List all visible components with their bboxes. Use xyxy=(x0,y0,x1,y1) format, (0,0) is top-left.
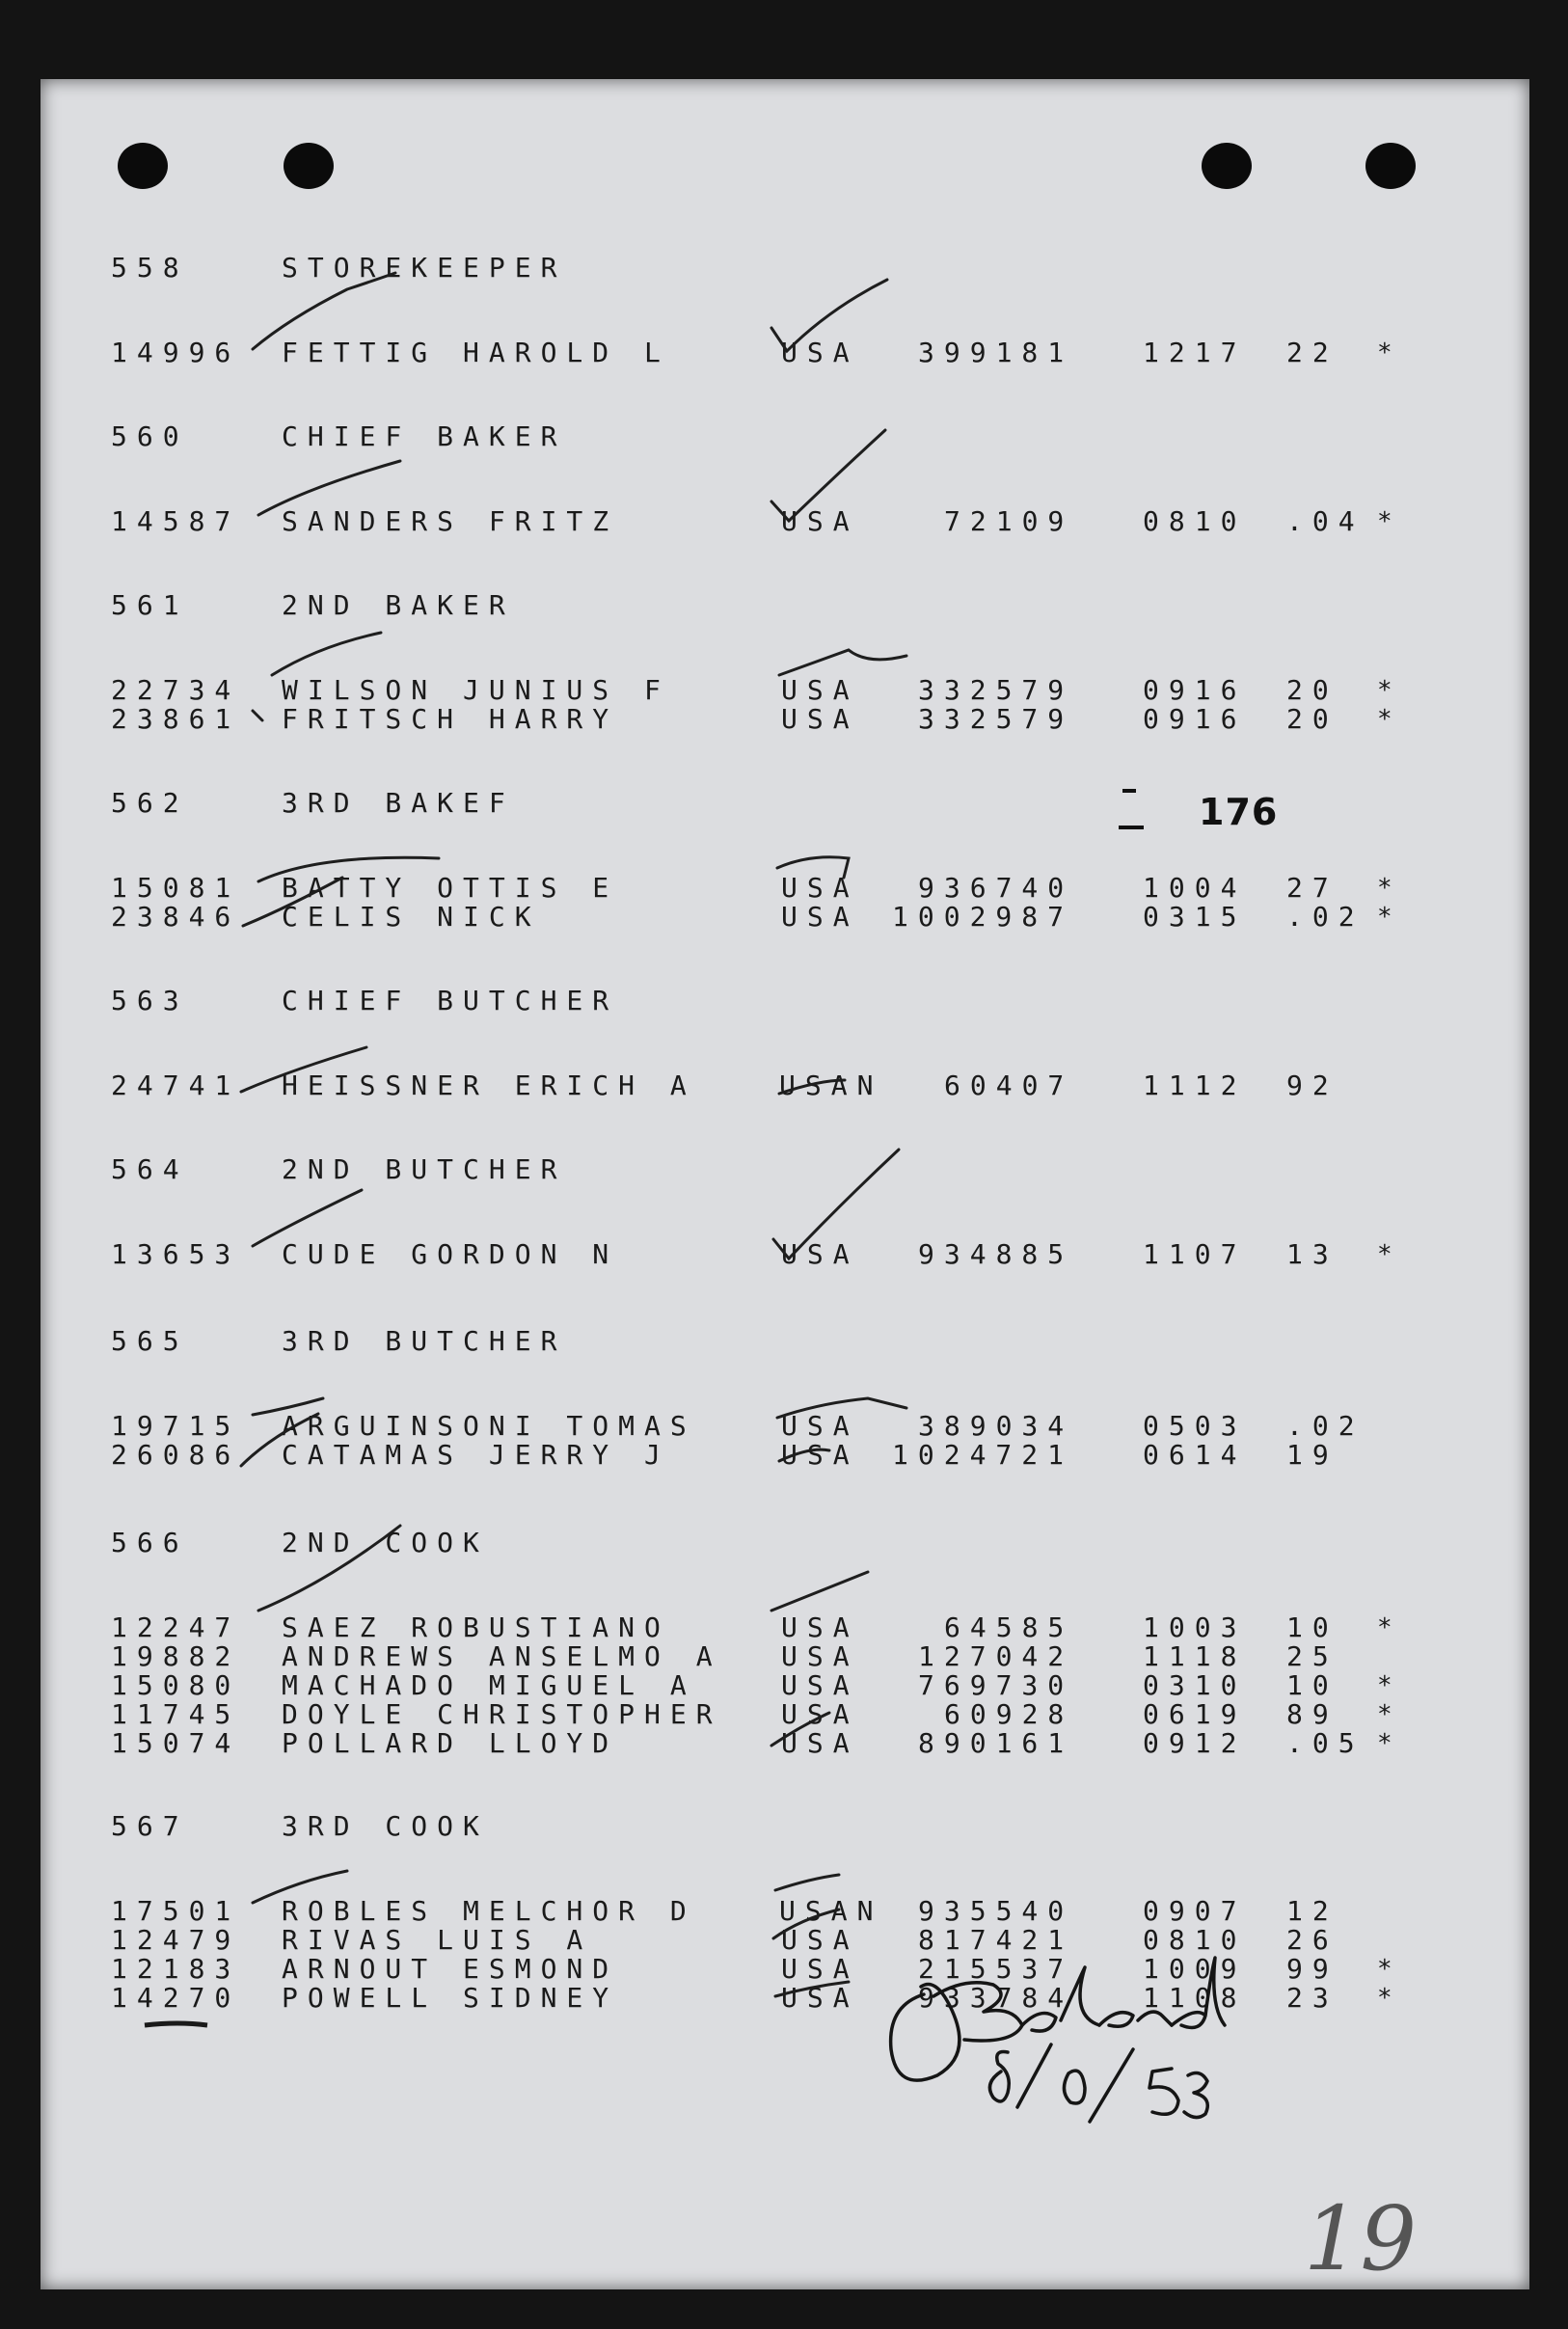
row-country: USAN xyxy=(779,1070,883,1101)
row-val: 19 xyxy=(1286,1439,1338,1471)
stamp-number: 176 xyxy=(1199,791,1279,833)
row-val: 12 xyxy=(1286,1895,1338,1927)
row-date: 1108 xyxy=(1143,1982,1247,2014)
check-mark xyxy=(773,1909,839,1938)
row-name: POWELL SIDNEY xyxy=(282,1982,619,2014)
row-val: 10 xyxy=(1286,1669,1338,1701)
check-mark xyxy=(258,857,439,881)
row-id: 15080 xyxy=(111,1669,241,1701)
row-name: POLLARD LLOYD xyxy=(282,1727,619,1759)
row-val: .02 xyxy=(1286,1410,1365,1442)
row-country: USA xyxy=(781,1924,859,1956)
row-name: FRITSCH HARRY xyxy=(282,703,619,735)
row-id: 14996 xyxy=(111,337,241,368)
check-mark xyxy=(253,1398,323,1415)
row-date: 1107 xyxy=(1143,1238,1247,1270)
row-star: * xyxy=(1377,1671,1402,1700)
page-number: 19 xyxy=(1304,2187,1418,2290)
row-id: 24741 xyxy=(111,1070,241,1101)
row-val: 20 xyxy=(1286,703,1338,735)
section-code: 563 xyxy=(111,985,189,1016)
row-country: USA xyxy=(781,1698,859,1730)
row-star: * xyxy=(1377,507,1402,536)
section-code: 558 xyxy=(111,252,189,284)
row-num: 936740 xyxy=(918,872,1074,904)
row-name: RIVAS LUIS A xyxy=(282,1924,593,1956)
row-id: 12183 xyxy=(111,1953,241,1985)
row-val: .04 xyxy=(1286,505,1365,537)
check-mark xyxy=(777,857,849,878)
row-date: 0810 xyxy=(1143,505,1247,537)
row-num: 332579 xyxy=(918,674,1074,706)
row-id: 12479 xyxy=(111,1924,241,1956)
row-id: 23861 xyxy=(111,703,241,735)
row-country: USA xyxy=(781,505,859,537)
check-mark xyxy=(253,1871,347,1903)
row-num: 64585 xyxy=(944,1611,1074,1643)
row-name: BATTY OTTIS E xyxy=(282,872,619,904)
row-num: 215537 xyxy=(918,1953,1074,1985)
check-mark xyxy=(272,633,381,675)
row-country: USA xyxy=(781,901,859,933)
section-code: 567 xyxy=(111,1810,189,1842)
section-title: 2ND BAKER xyxy=(282,589,515,621)
row-star: * xyxy=(1377,1984,1402,2013)
row-id: 17501 xyxy=(111,1895,241,1927)
row-name: HEISSNER ERICH A xyxy=(282,1070,696,1101)
check-mark xyxy=(253,273,395,349)
check-mark xyxy=(771,430,885,521)
row-star: * xyxy=(1377,1955,1402,1984)
check-mark xyxy=(777,1398,906,1418)
row-date: 0315 xyxy=(1143,901,1247,933)
row-date: 1217 xyxy=(1143,337,1247,368)
row-date: 0907 xyxy=(1143,1895,1247,1927)
section-code: 562 xyxy=(111,787,189,819)
row-name: WILSON JUNIUS F xyxy=(282,674,670,706)
row-id: 19882 xyxy=(111,1640,241,1672)
row-country: USA xyxy=(781,1238,859,1270)
check-mark xyxy=(779,1449,829,1461)
row-star: * xyxy=(1377,1729,1402,1758)
row-num: 769730 xyxy=(918,1669,1074,1701)
row-name: CUDE GORDON N xyxy=(282,1238,619,1270)
check-mark xyxy=(241,1414,318,1466)
section-code: 561 xyxy=(111,589,189,621)
row-val: 23 xyxy=(1286,1982,1338,2014)
row-country: USA xyxy=(781,1953,859,1985)
row-num: 1024721 xyxy=(892,1439,1074,1471)
row-name: FETTIG HAROLD L xyxy=(282,337,670,368)
row-num: 1002987 xyxy=(892,901,1074,933)
row-id: 14270 xyxy=(111,1982,241,2014)
row-date: 0619 xyxy=(1143,1698,1247,1730)
check-mark xyxy=(243,878,342,926)
section-title: CHIEF BAKER xyxy=(282,420,567,452)
check-mark xyxy=(258,1526,400,1611)
check-mark xyxy=(775,1875,839,1890)
section-title: 3RD BUTCHER xyxy=(282,1325,567,1357)
row-country: USA xyxy=(781,1410,859,1442)
section-title: 2ND COOK xyxy=(282,1527,489,1558)
row-val: 92 xyxy=(1286,1070,1338,1101)
row-num: 332579 xyxy=(918,703,1074,735)
section-title: 3RD BAKEF xyxy=(282,787,515,819)
row-date: 0916 xyxy=(1143,703,1247,735)
check-mark xyxy=(779,650,906,675)
row-name: SAEZ ROBUSTIANO xyxy=(282,1611,670,1643)
row-country: USA xyxy=(781,1982,859,2014)
signature xyxy=(891,1958,1225,2122)
check-mark xyxy=(771,1572,868,1611)
row-star: * xyxy=(1377,676,1402,705)
row-country: USA xyxy=(781,1640,859,1672)
row-date: 0310 xyxy=(1143,1669,1247,1701)
row-val: 99 xyxy=(1286,1953,1338,1985)
row-num: 127042 xyxy=(918,1640,1074,1672)
row-num: 399181 xyxy=(918,337,1074,368)
row-name: SANDERS FRITZ xyxy=(282,505,619,537)
row-date: 0503 xyxy=(1143,1410,1247,1442)
row-date: 1118 xyxy=(1143,1640,1247,1672)
row-country: USA xyxy=(781,674,859,706)
row-id: 14587 xyxy=(111,505,241,537)
row-id: 15074 xyxy=(111,1727,241,1759)
row-num: 72109 xyxy=(944,505,1074,537)
row-name: ARGUINSONI TOMAS xyxy=(282,1410,696,1442)
row-id: 26086 xyxy=(111,1439,241,1471)
row-star: * xyxy=(1377,1240,1402,1269)
row-country: USA xyxy=(781,1439,859,1471)
row-num: 60407 xyxy=(944,1070,1074,1101)
row-id: 11745 xyxy=(111,1698,241,1730)
row-star: * xyxy=(1377,1700,1402,1729)
row-id: 23846 xyxy=(111,901,241,933)
row-name: ROBLES MELCHOR D xyxy=(282,1895,696,1927)
check-mark xyxy=(771,1713,829,1746)
row-star: * xyxy=(1377,705,1402,734)
row-id: 22734 xyxy=(111,674,241,706)
row-num: 890161 xyxy=(918,1727,1074,1759)
row-country: USA xyxy=(781,1669,859,1701)
section-code: 560 xyxy=(111,420,189,452)
row-country: USAN xyxy=(779,1895,883,1927)
row-num: 933784 xyxy=(918,1982,1074,2014)
row-name: CATAMAS JERRY J xyxy=(282,1439,670,1471)
row-name: CELIS NICK xyxy=(282,901,541,933)
row-name: MACHADO MIGUEL A xyxy=(282,1669,696,1701)
row-val: 10 xyxy=(1286,1611,1338,1643)
row-id: 13653 xyxy=(111,1238,241,1270)
row-name: DOYLE CHRISTOPHER xyxy=(282,1698,722,1730)
row-country: USA xyxy=(781,872,859,904)
row-num: 934885 xyxy=(918,1238,1074,1270)
row-name: ANDREWS ANSELMO A xyxy=(282,1640,722,1672)
check-mark xyxy=(771,280,887,351)
row-num: 60928 xyxy=(944,1698,1074,1730)
row-val: 25 xyxy=(1286,1640,1338,1672)
row-val: 26 xyxy=(1286,1924,1338,1956)
ink-smudge xyxy=(145,2023,207,2025)
row-val: 20 xyxy=(1286,674,1338,706)
row-country: USA xyxy=(781,703,859,735)
row-country: USA xyxy=(781,1611,859,1643)
row-num: 935540 xyxy=(918,1895,1074,1927)
section-title: 3RD COOK xyxy=(282,1810,489,1842)
row-date: 1009 xyxy=(1143,1953,1247,1985)
row-val: 13 xyxy=(1286,1238,1338,1270)
row-star: * xyxy=(1377,874,1402,903)
row-country: USA xyxy=(781,337,859,368)
section-title: CHIEF BUTCHER xyxy=(282,985,619,1016)
row-star: * xyxy=(1377,903,1402,932)
check-mark xyxy=(241,1047,366,1092)
row-star: * xyxy=(1377,339,1402,367)
row-date: 1003 xyxy=(1143,1611,1247,1643)
row-date: 0614 xyxy=(1143,1439,1247,1471)
check-mark xyxy=(773,1150,899,1259)
check-mark xyxy=(258,461,400,515)
row-star: * xyxy=(1377,1613,1402,1642)
row-date: 1004 xyxy=(1143,872,1247,904)
section-title: 2ND BUTCHER xyxy=(282,1153,567,1185)
row-num: 817421 xyxy=(918,1924,1074,1956)
row-val: 22 xyxy=(1286,337,1338,368)
row-name: ARNOUT ESMOND xyxy=(282,1953,619,1985)
row-val: 89 xyxy=(1286,1698,1338,1730)
row-date: 0810 xyxy=(1143,1924,1247,1956)
row-country: USA xyxy=(781,1727,859,1759)
section-code: 566 xyxy=(111,1527,189,1558)
row-num: 389034 xyxy=(918,1410,1074,1442)
row-date: 1112 xyxy=(1143,1070,1247,1101)
row-date: 0912 xyxy=(1143,1727,1247,1759)
section-title: STOREKEEPER xyxy=(282,252,567,284)
check-mark xyxy=(253,1190,362,1246)
check-mark xyxy=(779,1080,845,1094)
row-id: 19715 xyxy=(111,1410,241,1442)
row-val: .02 xyxy=(1286,901,1365,933)
check-mark xyxy=(253,711,262,720)
row-id: 12247 xyxy=(111,1611,241,1643)
check-mark xyxy=(775,1982,849,1996)
row-val: .05 xyxy=(1286,1727,1365,1759)
row-date: 0916 xyxy=(1143,674,1247,706)
section-code: 565 xyxy=(111,1325,189,1357)
section-code: 564 xyxy=(111,1153,189,1185)
row-id: 15081 xyxy=(111,872,241,904)
row-val: 27 xyxy=(1286,872,1338,904)
